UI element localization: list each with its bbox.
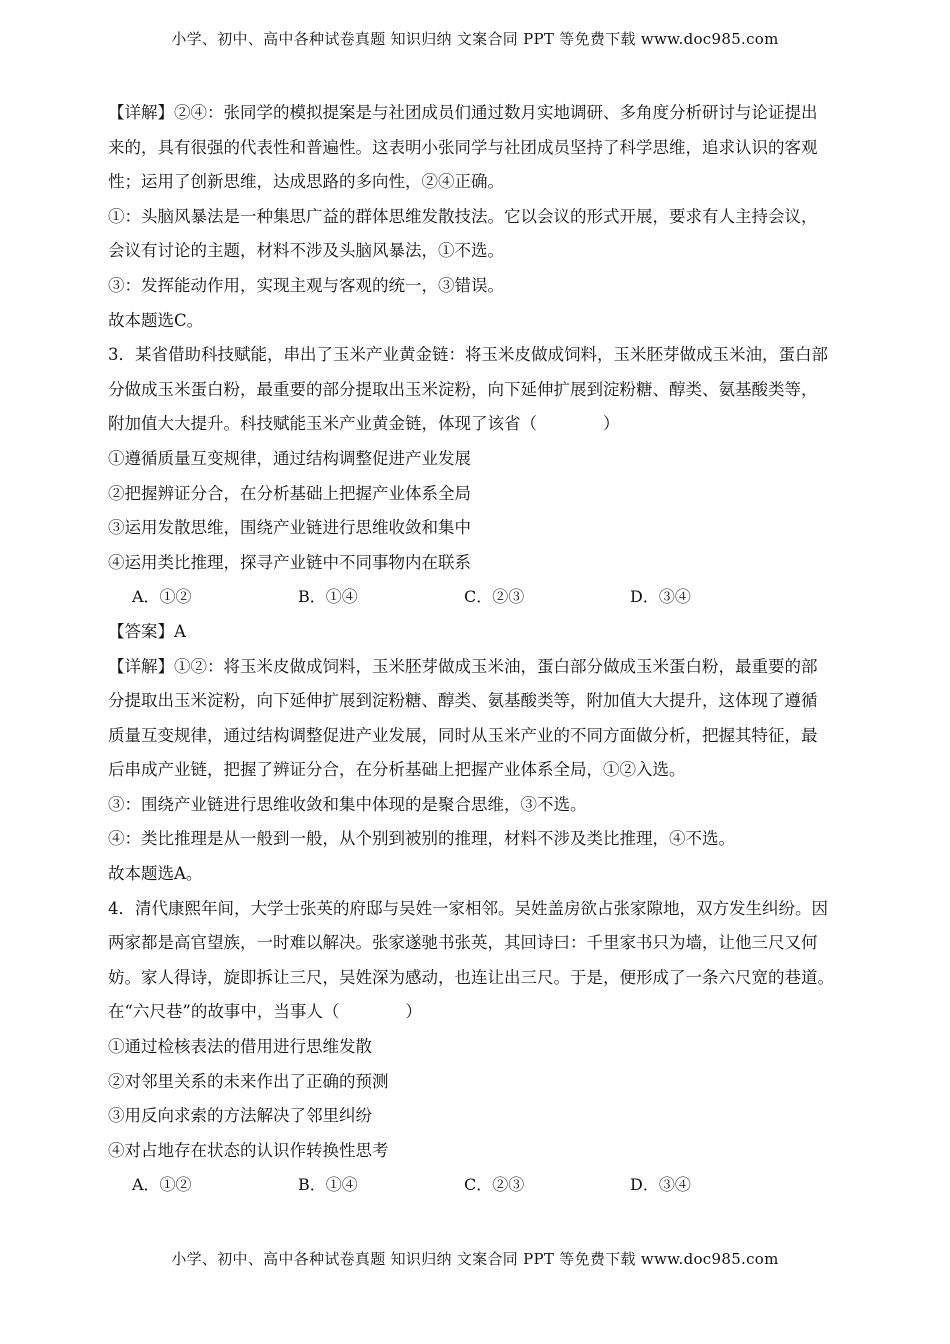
text-line: 【详解】①②：将玉米皮做成饲料，玉米胚芽做成玉米油，蛋白部分做成玉米蛋白粉，最重要的部: [108, 656, 818, 676]
text-line: 后串成产业链，把握了辨证分合，在分析基础上把握产业体系全局，①②入选。: [108, 760, 686, 780]
option-c: C．②③: [464, 1175, 525, 1195]
text-line: 分做成玉米蛋白粉，最重要的部分提取出玉米淀粉，向下延伸扩展到淀粉糖、醇类、氨基酸类等，: [108, 379, 818, 399]
option-a: A．①②: [132, 587, 192, 607]
statement-item: ③用反向求索的方法解决了邻里纠纷: [108, 1106, 372, 1126]
text-line: 妨。家人得诗，旋即拆让三尺，吴姓深为感动，也连让出三尺。于是，便形成了一条六尺宽的巷道。: [108, 967, 834, 987]
statement-item: ③运用发散思维，围绕产业链进行思维收敛和集中: [108, 518, 471, 538]
text-line: 会议有讨论的主题，材料不涉及头脑风暴法，①不选。: [108, 241, 504, 261]
text-line: ③：围绕产业链进行思维收敛和集中体现的是聚合思维，③不选。: [108, 794, 587, 814]
text-line: 质量互变规律，通过结构调整促进产业发展，同时从玉米产业的不同方面做分析，把握其特征，最: [108, 725, 818, 745]
page-header: 小学、初中、高中各种试卷真题 知识归纳 文案合同 PPT 等免费下载 www.doc985.com: [171, 30, 779, 48]
text-line: 分提取出玉米淀粉，向下延伸扩展到淀粉糖、醇类、氨基酸类等，附加值大大提升，这体现了遵循: [108, 691, 818, 711]
statement-item: ④对占地存在状态的认识作转换性思考: [108, 1140, 389, 1160]
text-line: 来的，具有很强的代表性和普遍性。这表明小张同学与社团成员坚持了科学思维，追求认识的客观: [108, 137, 818, 157]
page-footer: 小学、初中、高中各种试卷真题 知识归纳 文案合同 PPT 等免费下载 www.doc985.com: [171, 1250, 779, 1268]
statement-item: ②把握辨证分合，在分析基础上把握产业体系全局: [108, 483, 471, 503]
statement-item: ②对邻里关系的未来作出了正确的预测: [108, 1071, 389, 1091]
text-line: 【详解】②④：张同学的模拟提案是与社团成员们通过数月实地调研、多角度分析研讨与论证提出: [108, 103, 818, 122]
text-line: 附加值大大提升。科技赋能玉米产业黄金链，体现了该省（ ）: [108, 414, 620, 434]
text-line: 两家都是高官望族，一时难以解决。张家遂驰书张英，其回诗曰：千里家书只为墙，让他三尺又何: [108, 933, 818, 953]
text-line: 在“六尺巷”的故事中，当事人（ ）: [108, 1002, 422, 1022]
option-b: B．①④: [298, 587, 358, 607]
question-4-stem: 4．清代康熙年间，大学士张英的府邸与吴姓一家相邻。吴姓盖房欲占张家隙地，双方发生纠纷。因: [108, 898, 828, 918]
statement-item: ④运用类比推理，探寻产业链中不同事物内在联系: [108, 552, 471, 572]
statement-item: ①遵循质量互变规律，通过结构调整促进产业发展: [108, 448, 471, 468]
option-c: C．②③: [464, 587, 525, 607]
text-line: 故本题选A。: [108, 864, 203, 884]
question-4-options: [108, 1168, 843, 1203]
option-b: B．①④: [298, 1175, 358, 1195]
question-3-options: [108, 580, 843, 615]
text-line: ④：类比推理是从一般到一般，从个别到被别的推理，材料不涉及类比推理，④不选。: [108, 829, 735, 849]
text-line: 故本题选C。: [108, 310, 204, 330]
text-line: ③：发挥能动作用，实现主观与客观的统一，③错误。: [108, 275, 504, 295]
text-line: ①：头脑风暴法是一种集思广益的群体思维发散技法。它以会议的形式开展，要求有人主持会议，: [108, 206, 818, 226]
answer-line: 【答案】A: [108, 621, 186, 641]
option-a: A．①②: [132, 1175, 192, 1195]
statement-item: ①通过检核表法的借用进行思维发散: [108, 1037, 372, 1057]
option-d: D．③④: [630, 587, 691, 607]
option-d: D．③④: [630, 1175, 691, 1195]
document-body: [108, 96, 843, 1203]
question-3-stem: 3．某省借助科技赋能，串出了玉米产业黄金链：将玉米皮做成饲料，玉米胚芽做成玉米油，蛋白部: [108, 345, 828, 365]
text-line: 性；运用了创新思维，达成思路的多向性，②④正确。: [108, 172, 504, 192]
